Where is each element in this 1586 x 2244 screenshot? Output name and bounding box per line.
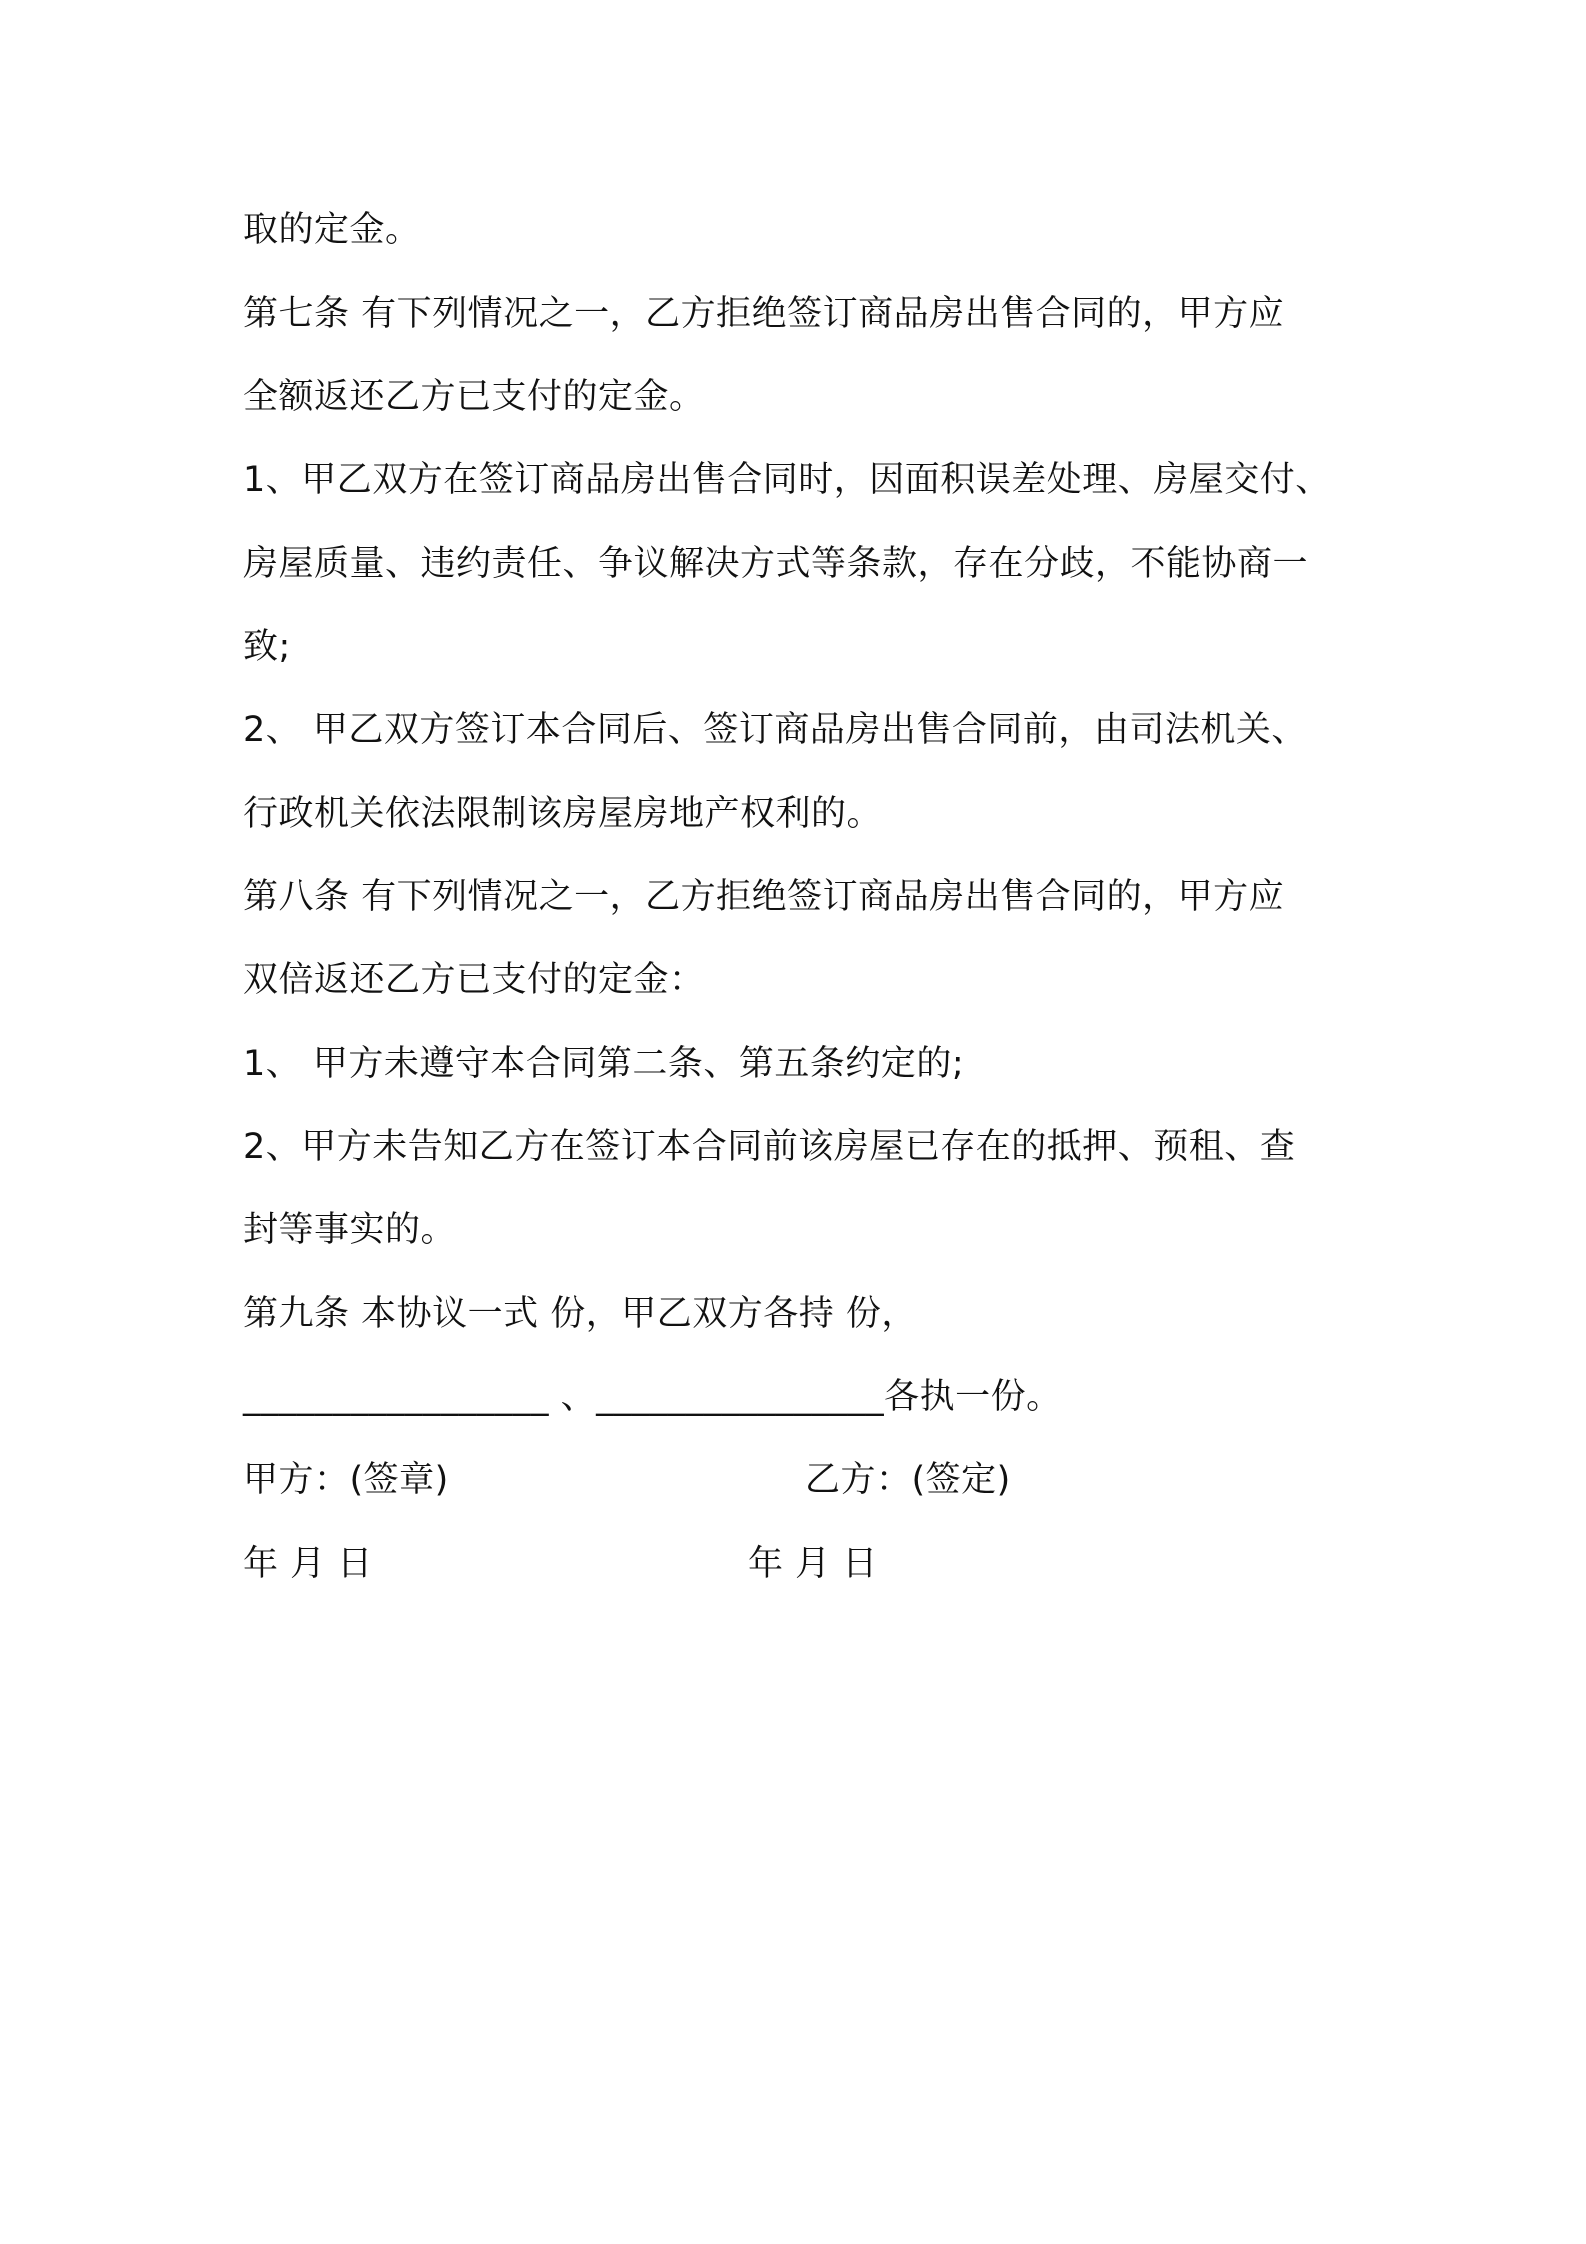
clause-item: 2、甲方未告知乙方在签订本合同前该房屋已存在的抵押、预租、查: [243, 1127, 1296, 1167]
party-b-date: 年 月 日: [748, 1544, 878, 1584]
article-9-heading: 第九条 本协议一式 份，甲乙双方各持 份，: [243, 1294, 917, 1334]
party-a-date: 年 月 日: [243, 1544, 373, 1584]
clause-item: 2、 甲乙双方签订本合同后、签订商品房出售合同前，由司法机关、: [243, 710, 1307, 750]
party-b-signature-label: 乙方：(签定): [805, 1460, 1011, 1500]
article-7-heading: 第七条 有下列情况之一，乙方拒绝签订商品房出售合同的，甲方应: [243, 294, 1285, 334]
text-line: 房屋质量、违约责任、争议解决方式等条款，存在分歧，不能协商一: [243, 544, 1309, 584]
blank-fill-line: _________________ 、________________各执一份。: [243, 1377, 1062, 1417]
text-line: 全额返还乙方已支付的定金。: [243, 377, 705, 417]
clause-item: 1、 甲方未遵守本合同第二条、第五条约定的;: [243, 1044, 965, 1084]
text-line: 行政机关依法限制该房屋房地产权利的。: [243, 794, 883, 834]
text-line: 封等事实的。: [243, 1210, 457, 1250]
text-line: 取的定金。: [243, 210, 421, 250]
party-a-signature-label: 甲方：(签章): [243, 1460, 449, 1500]
text-line: 双倍返还乙方已支付的定金：: [243, 960, 705, 1000]
clause-item: 1、甲乙双方在签订商品房出售合同时，因面积误差处理、房屋交付、: [243, 460, 1331, 500]
article-8-heading: 第八条 有下列情况之一，乙方拒绝签订商品房出售合同的，甲方应: [243, 877, 1285, 917]
text-line: 致;: [243, 627, 291, 667]
